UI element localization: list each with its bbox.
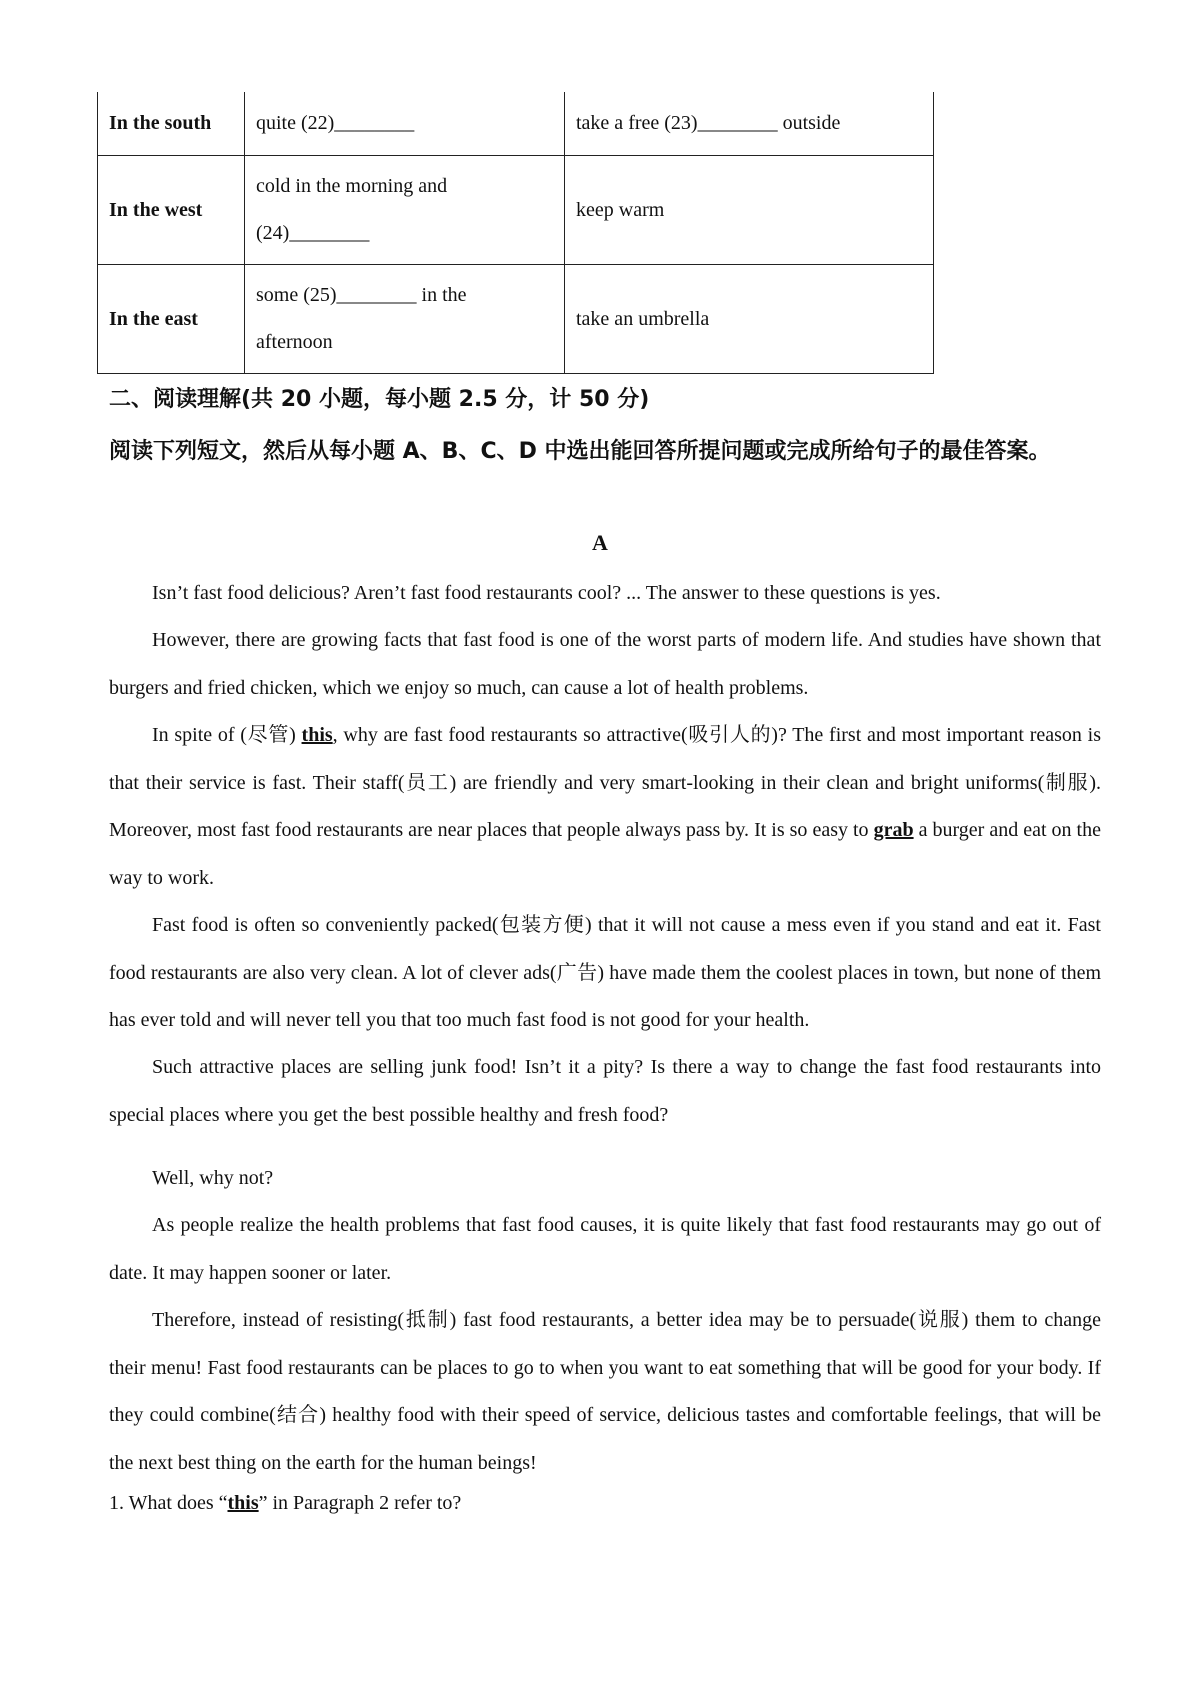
passage-letter: A xyxy=(592,530,608,555)
section-title: 二、阅读理解(共 20 小题，每小题 2.5 分，计 50 分) xyxy=(109,387,650,412)
section-instructions: 阅读下列短文，然后从每小题 A、B、C、D 中选出能回答所提问题或完成所给句子的最佳答案。 xyxy=(109,439,1051,464)
question-text: ” in Paragraph 2 refer to? xyxy=(258,1492,462,1514)
weather-text: afternoon xyxy=(256,331,333,353)
paragraph-2: However, there are growing facts that fast food is one of the worst parts of modern life. And studies have shown that burgers and fried chicken, which we enjoy so much, can cause a lot of health problems. xyxy=(109,629,1101,699)
weather-text: cold in the morning and xyxy=(256,175,448,197)
paragraph-8: Therefore, instead of resisting(抵制) fast food restaurants, a better idea may be to persuade(说服) them to change their menu! Fast food restaurants can be places to go to when you want to eat something that will be good for your body. If they could combine(结合) healthy food with their speed of service, delicious tastes and comfortable feelings, that will be the next best thing on the earth for the human beings! xyxy=(109,1309,1101,1474)
advice-cell: take a free (23)________ outside xyxy=(565,92,934,156)
region-cell: In the west xyxy=(98,156,245,265)
weather-text: quite (22)________ xyxy=(256,112,415,134)
paragraph-4: Fast food is often so conveniently packed(包装方便) that it will not cause a mess even if you stand and eat it. Fast food restaurants are also very clean. A lot of clever ads(广告) have made them the coolest places in town, but none of them has ever told and will never tell you that too much fast food is not good for your health. xyxy=(109,914,1101,1031)
paragraph-5: Such attractive places are selling junk food! Isn’t it a pity? Is there a way to change the fast food restaurants into special places where you get the best possible healthy and fresh food? xyxy=(109,1056,1101,1126)
paragraph-text: , why are fast food restaurants so attractive(吸引人的)? The first and most important reason is that their service is fast. Their staff(员工) are friendly and very smart-looking in their clean and bright uniforms(制服). Moreover, most fast food restaurants are near places that people always pass by. It is so easy to xyxy=(109,724,1101,841)
weather-cell xyxy=(245,156,565,265)
paragraph-7: As people realize the health problems that fast food causes, it is quite likely that fast food restaurants may go out of date. It may happen sooner or later. xyxy=(109,1214,1101,1284)
question-text: 1. What does “ xyxy=(109,1492,228,1514)
weather-table xyxy=(97,92,934,374)
paragraph-text: In spite of (尽管) xyxy=(152,724,302,746)
advice-cell: keep warm xyxy=(565,156,934,265)
paragraph-3 xyxy=(109,712,1101,902)
paragraph-6: Well, why not? xyxy=(152,1167,274,1189)
table-row xyxy=(98,265,934,374)
table-row xyxy=(98,92,934,156)
keyword-grab: grab xyxy=(873,819,914,841)
paragraph-text: a burger and eat on the way to work. xyxy=(109,819,1101,889)
table-row xyxy=(98,156,934,265)
advice-cell: take an umbrella xyxy=(565,265,934,374)
question-1 xyxy=(109,1485,461,1521)
weather-cell xyxy=(245,92,565,156)
region-cell: In the south xyxy=(98,92,245,156)
weather-text: some (25)________ in the xyxy=(256,284,467,306)
region-cell: In the east xyxy=(98,265,245,374)
weather-cell xyxy=(245,265,565,374)
weather-text: (24)________ xyxy=(256,222,370,244)
paragraph-1: Isn’t fast food delicious? Aren’t fast food restaurants cool? ... The answer to these questions is yes. xyxy=(152,582,941,604)
question-keyword: this xyxy=(227,1492,259,1514)
keyword-this: this xyxy=(301,724,333,746)
